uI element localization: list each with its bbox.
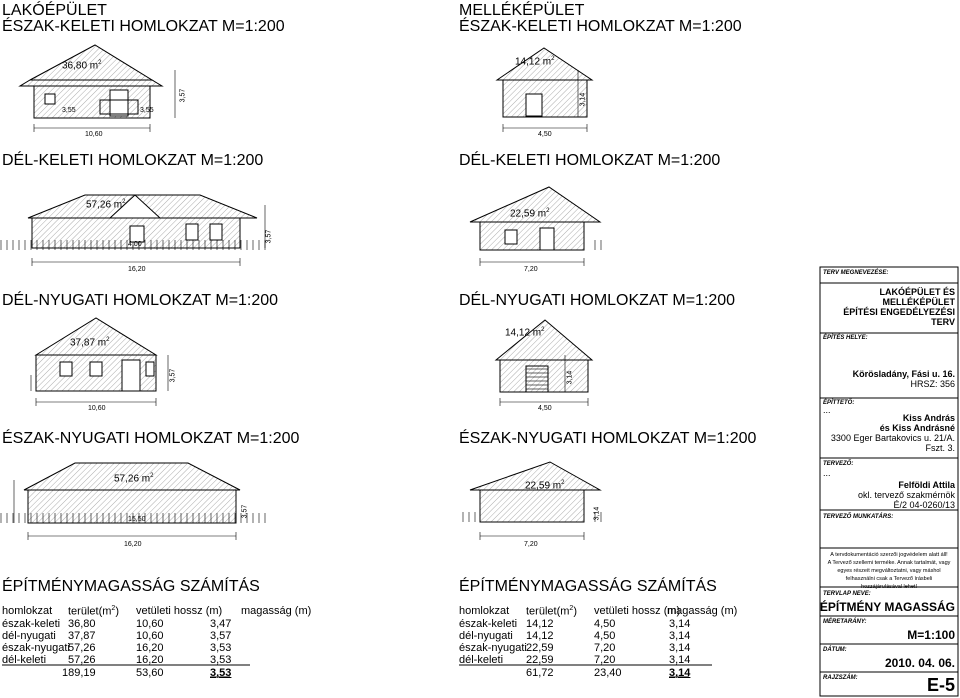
area-ek-lako: 36,80 $m^2$ (62, 60, 102, 72)
calc-lako-row-name: dél-nyugati (2, 630, 56, 642)
dim-ek-lako-width: 10,60 (85, 131, 103, 138)
tervlap-neve-label: TERVLAP NEVE: (823, 591, 871, 597)
dim-ek-mellek-width: 4,50 (538, 131, 552, 138)
calc-lako-row-area: 36,80 (68, 618, 96, 630)
area-eny-mellek: 22,59 $m^2$ (525, 480, 565, 492)
calc-mellek-row-height: 3,14 (669, 642, 691, 654)
dim-eny-lako-height: 3,57 (241, 504, 249, 519)
calc-lako-header-height: magasság (m) (241, 605, 312, 617)
epitteto-line: Fszt. 3. (925, 443, 955, 453)
epitteto-label: ÉPÍTTETŐ: (823, 400, 855, 406)
area-ek-mellek: 14,12 $m^2$ (515, 56, 555, 68)
datum-label: DÁTUM: (823, 647, 847, 653)
dim-ek-lako-height: 3,57 (179, 88, 187, 103)
calc-mellek-row-length: 7,20 (594, 642, 616, 654)
title-mellekepulet: MELLÉKÉPÜLET (459, 2, 585, 19)
calc-lako-row-height: 3,53 (210, 642, 232, 654)
calc-mellek-row-area: 22,59 (526, 642, 554, 654)
calc-lako-header-area: $terület(m^2)$ (68, 605, 119, 618)
calc-lako-row-length: 10,60 (136, 618, 164, 630)
dim-dk-lako-height: 3,57 (265, 229, 273, 244)
heading-calc-lako: ÉPÍTMÉNYMAGASSÁG SZÁMÍTÁS (2, 578, 260, 595)
epitteto-line: Kiss András (902, 413, 955, 423)
calc-lako-row-area: 57,26 (68, 654, 96, 666)
area-dk-mellek: 22,59 $m^2$ (510, 208, 550, 220)
tervezo-line: okl. tervező szakmérnök (857, 490, 955, 500)
calc-lako-total-height: 3,53 (210, 667, 232, 679)
calc-mellek-header-facade: homlokzat (459, 605, 510, 617)
rajzszam-label: RAJZSZÁM: (823, 675, 858, 681)
calc-mellek-header-height: magasság (m) (667, 605, 738, 617)
calc-mellek-row-name: észak-keleti (459, 618, 518, 630)
heading-eny-lako: ÉSZAK-NYUGATI HOMLOKZAT M=1:200 (2, 430, 300, 447)
heading-ek-mellek: ÉSZAK-KELETI HOMLOKZAT M=1:200 (459, 18, 742, 35)
heading-dk-lako: DÉL-KELETI HOMLOKZAT M=1:200 (2, 152, 264, 169)
calc-mellek-total-height: 3,14 (669, 667, 691, 679)
meretarany-label: MÉRETARÁNY: (823, 619, 867, 625)
heading-ek-lako: ÉSZAK-KELETI HOMLOKZAT M=1:200 (2, 18, 285, 35)
meretarany: M=1:100 (907, 628, 955, 642)
tervlap-neve: ÉPÍTMÉNY MAGASSÁG (819, 600, 955, 614)
epites-helye-line: Körösladány, Fási u. 16. (852, 369, 955, 379)
calc-mellek-row-name: észak-nyugati (459, 642, 527, 654)
calc-mellek-row-area: 14,12 (526, 630, 554, 642)
terv-line: ÉPÍTÉSI ENGEDÉLYEZÉSI (843, 307, 955, 317)
tervezo-line: ... (823, 468, 831, 478)
tervezo-line: É/2 04-0260/13 (893, 500, 955, 510)
calc-lako-header-length: vetületi hossz (m) (136, 605, 223, 617)
rajzszam: E-5 (926, 675, 955, 695)
dim-dny-lako-width: 10,60 (88, 405, 106, 412)
calc-mellek-row-height: 3,14 (669, 654, 691, 666)
dim-eny-mellek-width: 7,20 (524, 541, 538, 548)
calc-lako-row-length: 16,20 (136, 642, 164, 654)
dim-dny-lako-height: 3,57 (169, 368, 177, 383)
calc-mellek-total-area: 61,72 (526, 667, 554, 679)
terv-line: TERV (931, 317, 955, 327)
calc-mellek-row-height: 3,14 (669, 618, 691, 630)
epitteto-line: 3300 Eger Bartakovics u. 21/A. (830, 433, 955, 443)
calc-mellek-row-name: dél-nyugati (459, 630, 513, 642)
calc-lako-total-length: 53,60 (136, 667, 164, 679)
calc-mellek-row-length: 4,50 (594, 618, 616, 630)
calc-lako-row-length: 10,60 (136, 630, 164, 642)
datum: 2010. 04. 06. (884, 656, 955, 670)
calc-mellek-row-area: 22,59 (526, 654, 554, 666)
heading-calc-mellek: ÉPÍTMÉNYMAGASSÁG SZÁMÍTÁS (459, 578, 717, 595)
terv-line: LAKÓÉPÜLET ÉS (879, 287, 955, 297)
calc-mellek-row-height: 3,14 (669, 630, 691, 642)
title-lakoepulet: LAKÓÉPÜLET (2, 2, 107, 19)
tervezo-line: Felföldi Attila (898, 480, 955, 490)
calc-lako-row-length: 16,20 (136, 654, 164, 666)
copyright-notice: A tervdokumentáció szerzői jogvédelem alatt áll! A Tervező szellemi terméke. Annak tartalmát, vagy egyes részeit megváltoztatni, vagy máshol felhasználni csak a Tervező írásbeli hozzájárulásával lehet! (827, 552, 951, 590)
dim-eny-mellek-height: 3,14 (593, 506, 601, 521)
dim-dny-mellek-width: 4,50 (538, 405, 552, 412)
calc-lako-row-height: 3,47 (210, 618, 232, 630)
dim-dny-mellek-height: 3,14 (566, 370, 574, 385)
epites-helye-label: ÉPÍTÉS HELYE: (823, 335, 868, 341)
area-dny-lako: 37,87 $m^2$ (70, 337, 110, 349)
dim-ek-lako-side-b: 3,55 (140, 107, 154, 114)
calc-lako-total-area: 189,19 (62, 667, 96, 679)
area-dny-mellek: 14,12 $m^2$ (505, 327, 545, 339)
calc-lako-row-area: 37,87 (68, 630, 96, 642)
calc-lako-row-name: észak-nyugati (2, 642, 70, 654)
dim-dk-lako-width: 16,20 (128, 266, 146, 273)
calc-lako-row-height: 3,57 (210, 630, 232, 642)
dim-ek-lako-side-a: 3,55 (62, 107, 76, 114)
epitteto-line: ... (823, 405, 831, 415)
calc-mellek-header-area: $terület(m^2)$ (526, 605, 577, 618)
calc-mellek-row-area: 14,12 (526, 618, 554, 630)
tervezo-munkatars-label: TERVEZŐ MUNKATÁRS: (823, 514, 894, 520)
area-eny-lako: 57,26 $m^2$ (114, 473, 154, 485)
calc-lako-row-name: dél-keleti (2, 654, 47, 666)
heading-dny-mellek: DÉL-NYUGATI HOMLOKZAT M=1:200 (459, 292, 736, 309)
calc-mellek-row-name: dél-keleti (459, 654, 504, 666)
calc-mellek-header-length: vetületi hossz (m) (594, 605, 681, 617)
calc-lako-header-facade: homlokzat (2, 605, 53, 617)
calc-mellek-total-length: 23,40 (594, 667, 622, 679)
calc-mellek-row-length: 7,20 (594, 654, 616, 666)
title-block (820, 267, 958, 696)
heading-dny-lako: DÉL-NYUGATI HOMLOKZAT M=1:200 (2, 292, 279, 309)
dim-ek-mellek-height: 3,14 (579, 92, 587, 107)
dim-dk-lako-mid: 4,00 (128, 241, 142, 248)
terv-line: MELLÉKÉPÜLET (882, 297, 955, 307)
tervezo-label: TERVEZŐ: (823, 461, 854, 467)
terv-megnevezese-label: TERV MEGNEVEZÉSE: (823, 270, 889, 276)
area-dk-lako: 57,26 $m^2$ (86, 199, 126, 211)
heading-eny-mellek: ÉSZAK-NYUGATI HOMLOKZAT M=1:200 (459, 430, 757, 447)
dim-eny-lako-width: 16,20 (124, 541, 142, 548)
calc-mellek-row-length: 4,50 (594, 630, 616, 642)
calc-lako-row-name: észak-keleti (2, 618, 61, 630)
calc-lako-row-area: 57,26 (68, 642, 96, 654)
epitteto-line: és Kiss Andrásné (879, 423, 955, 433)
heading-dk-mellek: DÉL-KELETI HOMLOKZAT M=1:200 (459, 152, 721, 169)
epites-helye-line: HRSZ: 356 (910, 379, 955, 389)
dim-eny-lako-mid: 15,50 (128, 516, 146, 523)
dim-dk-mellek-width: 7,20 (524, 266, 538, 273)
calc-lako-row-height: 3,53 (210, 654, 232, 666)
